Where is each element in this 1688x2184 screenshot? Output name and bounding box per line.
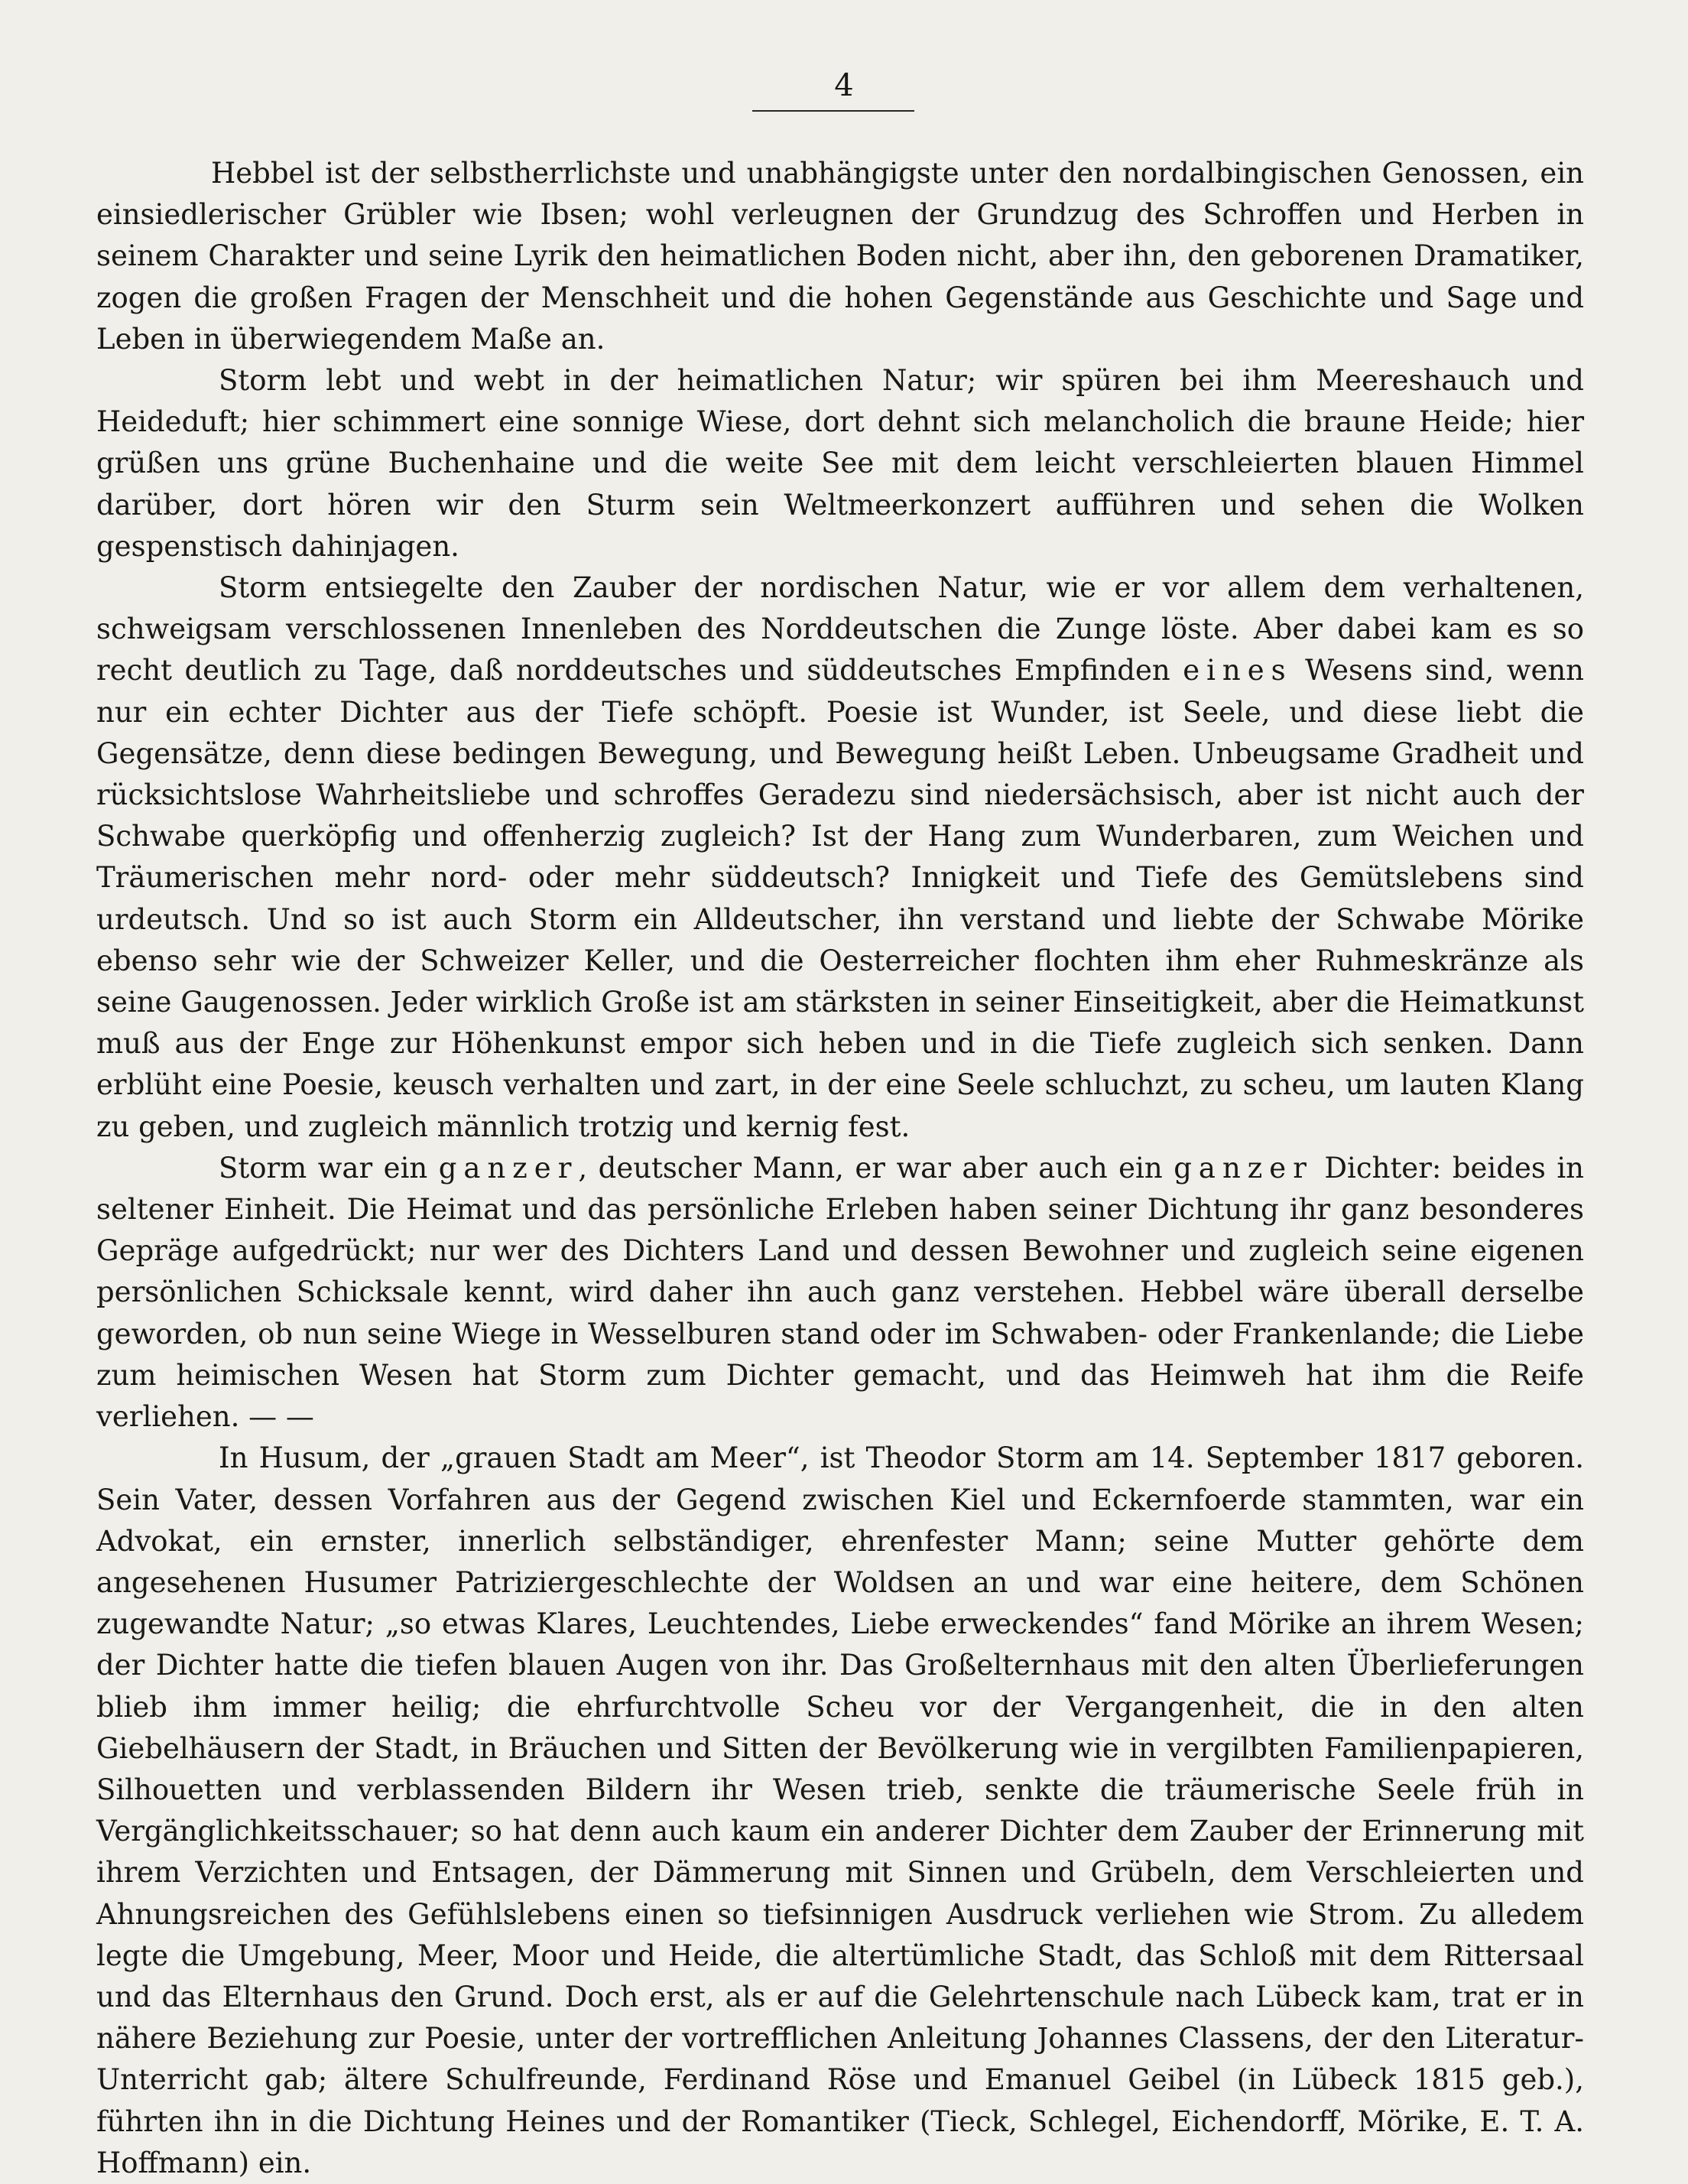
paragraph-hebbel: Hebbel ist der selbstherrlichste und unabhängigste unter den nordalbingischen Genossen, ein einsiedlerischer Grübler wie Ibsen; wohl verleugnen der Grundzug des Schroffen und Herben in seinem Charakter und seine Lyrik den heimatlichen Boden nicht, aber ihn, den geborenen Dramatiker, zogen die großen Fragen der Menschheit und die hohen Gegenstände aus Geschichte und Sage und Leben in überwiegendem Maße an. [96, 157, 1584, 356]
paragraph-husum-biography: In Husum, der „grauen Stadt am Meer“, ist Theodor Storm am 14. September 1817 geboren. Sein Vater, dessen Vorfahren aus der Gegend zwischen Kiel und Eckernfoerde stammten, war ein Advokat, ein ernster, innerlich selbständiger, ehrenfester Mann; seine Mutter gehörte dem angesehenen Husumer Patriziergeschlechte der Woldsen an und war eine heitere, dem Schönen zugewandte Natur; „so etwas Klares, Leuchtendes, Liebe erweckendes“ fand Mörike an ihrem Wesen; der Dichter hatte die tiefen blauen Augen von ihr. Das Großelternhaus mit den alten Überlieferungen blieb ihm immer heilig; die ehrfurchtvolle Scheu vor der Vergangenheit, die in den alten Giebelhäusern der Stadt, in Bräuchen und Sitten der Bevölkerung wie in vergilbten Familienpapieren, Silhouetten und verblassenden Bildern ihr Wesen trieb, senkte die träumerische Seele früh in Vergänglichkeitsschauer; so hat denn auch kaum ein anderer Dichter dem Zauber der Erinnerung mit ihrem Verzichten und Entsagen, der Dämmerung mit Sinnen und Grübeln, dem Verschleierten und Ahnungsreichen des Gefühlslebens einen so tiefsinnigen Ausdruck verliehen wie Strom. Zu alledem legte die Umgebung, Meer, Moor und Heide, die altertümliche Stadt, das Schloß mit dem Rittersaal und das Elternhaus den Grund. Doch erst, als er auf die Gelehrtenschule nach Lübeck kam, trat er in nähere Beziehung zur Poesie, unter der vortrefflichen Anleitung Johannes Classens, der den Literatur-Unterricht gab; ältere Schulfreunde, Ferdinand Röse und Emanuel Geibel (in Lübeck 1815 geb.), führten ihn in die Dichtung Heines und der Romantiker (Tieck, Schlegel, Eichendorff, Mörike, E. T. A. Hoffmann) ein. [96, 1441, 1584, 2179]
page-number: 4 [834, 68, 854, 103]
paragraph-storm-zauber [96, 567, 1584, 1148]
emphasis-spaced-text: ganzer [438, 1151, 579, 1185]
page-number-rule [752, 110, 914, 112]
paragraph-text-segment: , deutscher Mann, er war aber auch ein [578, 1151, 1174, 1185]
emphasis-spaced-text: eines [1183, 654, 1293, 687]
paragraph-text-segment: Storm war ein [219, 1151, 439, 1185]
paragraph-storm-ganzer [96, 1148, 1584, 1438]
paragraph-text-segment: Storm entsiegelte den Zauber der nordischen Natur, wie er vor allem dem verhaltenen, schweigsam verschlossenen Innenleben des Norddeutschen die Zunge löste. Aber dabei kam es so recht deutlich zu Tage, daß norddeutsches und süddeutsches Empfinden [96, 571, 1584, 687]
emphasis-spaced-text: ganzer [1173, 1151, 1313, 1185]
paragraph-text-segment: Wesens sind, wenn nur ein echter Dichter aus der Tiefe schöpft. Poesie ist Wunder, ist Seele, und diese liebt die Gegensätze, denn diese bedingen Bewegung, und Bewegung heißt Leben. Unbeugsame Gradheit und rücksichtslose Wahrheitsliebe und schroffes Geradezu sind niedersächsisch, aber ist nicht auch der Schwabe querköpfig und offenherzig zugleich? Ist der Hang zum Wunderbaren, zum Weichen und Träumerischen mehr nord- oder mehr süddeutsch? Innigkeit und Tiefe des Gemütslebens sind urdeutsch. Und so ist auch Storm ein Alldeutscher, ihn verstand und liebte der Schwabe Mörike ebenso sehr wie der Schweizer Keller, und die Oesterreicher flochten ihm eher Ruhmeskränze als seine Gaugenossen. Jeder wirklich Große ist am stärksten in seiner Einseitigkeit, aber die Heimatkunst muß aus der Enge zur Höhenkunst empor sich heben und in die Tiefe zugleich sich senken. Dann erblüht eine Poesie, keusch verhalten und zart, in der eine Seele schluchzt, zu scheu, um lauten Klang zu geben, und zugleich männlich trotzig und kernig fest. [96, 654, 1584, 1143]
body-text [96, 153, 1584, 2184]
paragraph-storm-nature: Storm lebt und webt in der heimatlichen Natur; wir spüren bei ihm Meereshauch und Heideduft; hier schimmert eine sonnige Wiese, dort dehnt sich melancholich die braune Heide; hier grüßen uns grüne Buchenhaine und die weite See mit dem leicht verschleierten blauen Himmel darüber, dort hören wir den Sturm sein Weltmeerkonzert aufführen und sehen die Wolken gespenstisch dahinjagen. [96, 364, 1584, 563]
paragraph-text-segment: Dichter: beides in seltener Einheit. Die Heimat und das persönliche Erleben haben seiner Dichtung ihr ganz besonderes Gepräge aufgedrückt; nur wer des Dichters Land und dessen Bewohner und zugleich seine eigenen persönlichen Schicksale kennt, wird daher ihn auch ganz verstehen. Hebbel wäre überall derselbe geworden, ob nun seine Wiege in Wesselburen stand oder im Schwaben- oder Frankenlande; die Liebe zum heimischen Wesen hat Storm zum Dichter gemacht, und das Heimweh hat ihm die Reife verliehen. — — [96, 1151, 1584, 1434]
